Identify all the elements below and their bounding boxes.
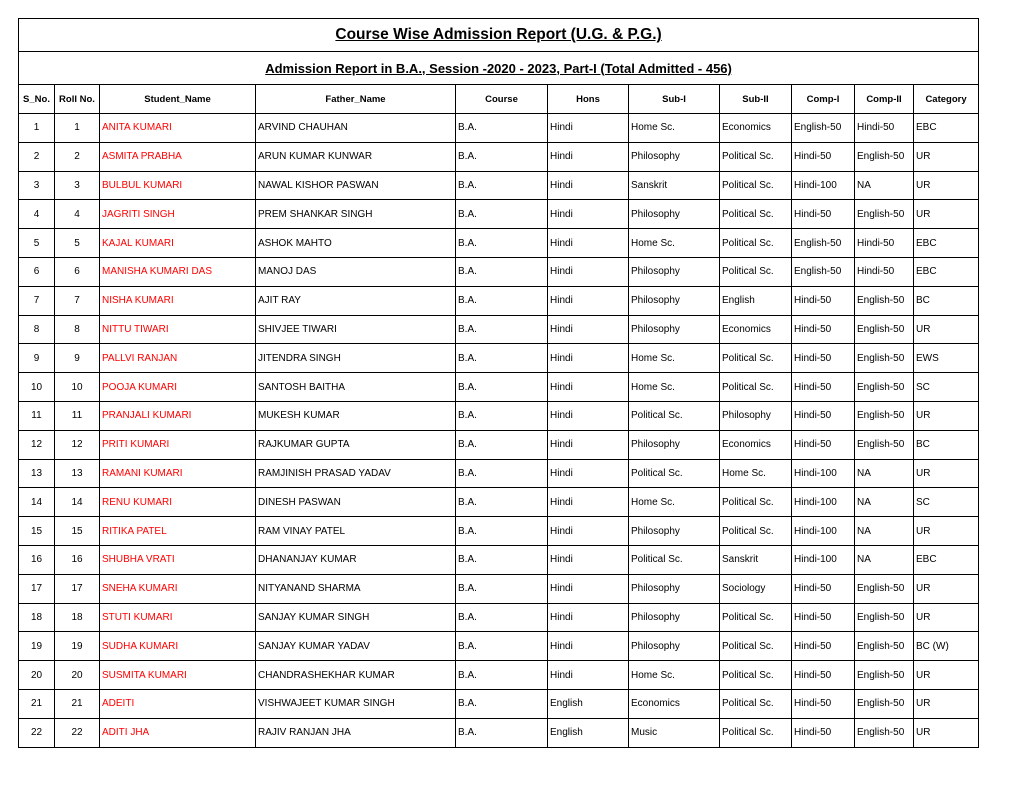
cell-comp-ii: English-50 [855,200,914,229]
cell-sub-i: Political Sc. [629,459,720,488]
cell-sub-ii: Economics [720,315,792,344]
cell-father-name: SANJAY KUMAR YADAV [256,632,456,661]
cell-hons: Hindi [548,114,629,143]
cell-s-no: 17 [19,574,55,603]
cell-hons: Hindi [548,315,629,344]
cell-hons: Hindi [548,545,629,574]
cell-category: UR [914,574,979,603]
cell-category: EBC [914,257,979,286]
cell-father-name: SANJAY KUMAR SINGH [256,603,456,632]
cell-sub-i: Philosophy [629,315,720,344]
cell-category: SC [914,373,979,402]
cell-comp-i: Hindi-50 [792,142,855,171]
cell-sub-ii: Home Sc. [720,459,792,488]
cell-s-no: 15 [19,517,55,546]
cell-category: UR [914,689,979,718]
cell-s-no: 4 [19,200,55,229]
cell-course: B.A. [456,603,548,632]
cell-sub-ii: Sanskrit [720,545,792,574]
cell-course: B.A. [456,574,548,603]
cell-course: B.A. [456,373,548,402]
header-sub-ii: Sub-II [720,85,792,114]
cell-student-name: RAMANI KUMARI [100,459,256,488]
cell-category: BC (W) [914,632,979,661]
cell-roll-no: 19 [55,632,100,661]
cell-s-no: 14 [19,488,55,517]
cell-roll-no: 21 [55,689,100,718]
cell-student-name: JAGRITI SINGH [100,200,256,229]
table-row [19,171,979,200]
cell-roll-no: 17 [55,574,100,603]
cell-course: B.A. [456,257,548,286]
cell-comp-i: Hindi-50 [792,430,855,459]
cell-sub-i: Political Sc. [629,401,720,430]
cell-sub-ii: Economics [720,114,792,143]
cell-comp-ii: English-50 [855,373,914,402]
cell-student-name: SNEHA KUMARI [100,574,256,603]
cell-student-name: PALLVI RANJAN [100,344,256,373]
cell-course: B.A. [456,401,548,430]
cell-student-name: ANITA KUMARI [100,114,256,143]
cell-s-no: 1 [19,114,55,143]
table-row [19,545,979,574]
cell-comp-ii: English-50 [855,142,914,171]
cell-roll-no: 12 [55,430,100,459]
cell-roll-no: 7 [55,286,100,315]
cell-comp-ii: English-50 [855,430,914,459]
cell-s-no: 12 [19,430,55,459]
cell-father-name: JITENDRA SINGH [256,344,456,373]
cell-course: B.A. [456,344,548,373]
cell-s-no: 2 [19,142,55,171]
title-row [19,19,979,52]
cell-course: B.A. [456,430,548,459]
header-course: Course [456,85,548,114]
cell-comp-i: Hindi-50 [792,286,855,315]
cell-student-name: SUSMITA KUMARI [100,661,256,690]
cell-sub-i: Philosophy [629,430,720,459]
column-header-row [19,85,979,114]
cell-category: EBC [914,545,979,574]
cell-hons: Hindi [548,401,629,430]
cell-sub-ii: Political Sc. [720,171,792,200]
cell-father-name: AJIT RAY [256,286,456,315]
table-row [19,200,979,229]
cell-category: UR [914,661,979,690]
table-row [19,718,979,747]
cell-roll-no: 2 [55,142,100,171]
cell-comp-i: English-50 [792,114,855,143]
cell-roll-no: 5 [55,229,100,258]
cell-student-name: KAJAL KUMARI [100,229,256,258]
cell-category: UR [914,315,979,344]
table-row [19,344,979,373]
cell-category: EWS [914,344,979,373]
cell-sub-ii: Political Sc. [720,718,792,747]
cell-student-name: RENU KUMARI [100,488,256,517]
cell-hons: Hindi [548,373,629,402]
cell-student-name: SHUBHA VRATI [100,545,256,574]
cell-category: UR [914,171,979,200]
cell-sub-i: Philosophy [629,257,720,286]
cell-sub-i: Home Sc. [629,229,720,258]
cell-hons: Hindi [548,574,629,603]
cell-father-name: ASHOK MAHTO [256,229,456,258]
report-subtitle: Admission Report in B.A., Session -2020 - 2023, Part-I (Total Admitted - 456) [19,52,979,85]
cell-comp-i: Hindi-50 [792,344,855,373]
cell-hons: Hindi [548,257,629,286]
report-title: Course Wise Admission Report (U.G. & P.G.) [19,19,979,52]
cell-comp-ii: English-50 [855,603,914,632]
cell-sub-i: Home Sc. [629,114,720,143]
cell-s-no: 8 [19,315,55,344]
cell-comp-i: Hindi-50 [792,200,855,229]
cell-roll-no: 11 [55,401,100,430]
cell-sub-ii: Political Sc. [720,200,792,229]
report-body [19,114,979,748]
cell-course: B.A. [456,545,548,574]
cell-roll-no: 4 [55,200,100,229]
cell-father-name: NAWAL KISHOR PASWAN [256,171,456,200]
cell-course: B.A. [456,459,548,488]
table-row [19,286,979,315]
cell-comp-ii: English-50 [855,401,914,430]
table-row [19,632,979,661]
cell-student-name: ADEITI [100,689,256,718]
cell-comp-ii: English-50 [855,574,914,603]
cell-sub-i: Home Sc. [629,488,720,517]
table-row [19,315,979,344]
cell-course: B.A. [456,229,548,258]
cell-student-name: POOJA KUMARI [100,373,256,402]
cell-comp-ii: English-50 [855,661,914,690]
cell-course: B.A. [456,171,548,200]
cell-hons: Hindi [548,632,629,661]
cell-hons: Hindi [548,603,629,632]
cell-sub-i: Economics [629,689,720,718]
cell-s-no: 6 [19,257,55,286]
cell-comp-i: Hindi-50 [792,373,855,402]
cell-course: B.A. [456,114,548,143]
cell-course: B.A. [456,142,548,171]
cell-hons: Hindi [548,488,629,517]
cell-s-no: 11 [19,401,55,430]
header-s-no: S_No. [19,85,55,114]
cell-hons: Hindi [548,200,629,229]
cell-comp-i: Hindi-50 [792,632,855,661]
cell-hons: Hindi [548,661,629,690]
cell-comp-i: English-50 [792,257,855,286]
cell-sub-ii: Sociology [720,574,792,603]
cell-comp-ii: NA [855,517,914,546]
table-row [19,574,979,603]
cell-father-name: RAJIV RANJAN JHA [256,718,456,747]
table-row [19,689,979,718]
cell-s-no: 19 [19,632,55,661]
cell-sub-i: Philosophy [629,286,720,315]
cell-sub-i: Home Sc. [629,661,720,690]
table-row [19,488,979,517]
cell-sub-i: Political Sc. [629,545,720,574]
header-comp-ii: Comp-II [855,85,914,114]
cell-student-name: ADITI JHA [100,718,256,747]
cell-sub-i: Home Sc. [629,373,720,402]
cell-comp-i: Hindi-100 [792,171,855,200]
cell-s-no: 13 [19,459,55,488]
cell-father-name: MUKESH KUMAR [256,401,456,430]
cell-comp-i: Hindi-50 [792,401,855,430]
cell-roll-no: 22 [55,718,100,747]
cell-s-no: 3 [19,171,55,200]
admission-report-table [18,18,979,748]
cell-course: B.A. [456,315,548,344]
header-sub-i: Sub-I [629,85,720,114]
table-row [19,661,979,690]
cell-father-name: SHIVJEE TIWARI [256,315,456,344]
cell-roll-no: 20 [55,661,100,690]
cell-comp-i: Hindi-100 [792,488,855,517]
cell-student-name: PRITI KUMARI [100,430,256,459]
table-row [19,114,979,143]
cell-sub-i: Sanskrit [629,171,720,200]
cell-comp-i: Hindi-100 [792,459,855,488]
cell-comp-i: Hindi-50 [792,718,855,747]
cell-hons: Hindi [548,344,629,373]
cell-roll-no: 14 [55,488,100,517]
cell-s-no: 20 [19,661,55,690]
cell-comp-ii: Hindi-50 [855,229,914,258]
cell-sub-ii: Political Sc. [720,257,792,286]
table-row [19,517,979,546]
cell-sub-ii: English [720,286,792,315]
cell-comp-i: Hindi-100 [792,517,855,546]
cell-comp-ii: English-50 [855,315,914,344]
cell-hons: Hindi [548,430,629,459]
cell-sub-ii: Political Sc. [720,632,792,661]
cell-category: EBC [914,229,979,258]
cell-student-name: ASMITA PRABHA [100,142,256,171]
cell-hons: Hindi [548,229,629,258]
cell-father-name: VISHWAJEET KUMAR SINGH [256,689,456,718]
cell-comp-ii: NA [855,459,914,488]
cell-father-name: RAM VINAY PATEL [256,517,456,546]
cell-father-name: CHANDRASHEKHAR KUMAR [256,661,456,690]
cell-comp-ii: NA [855,545,914,574]
cell-father-name: NITYANAND SHARMA [256,574,456,603]
cell-course: B.A. [456,488,548,517]
cell-roll-no: 8 [55,315,100,344]
cell-category: UR [914,142,979,171]
cell-comp-i: Hindi-100 [792,545,855,574]
cell-roll-no: 10 [55,373,100,402]
cell-sub-i: Philosophy [629,632,720,661]
cell-comp-ii: English-50 [855,632,914,661]
cell-category: UR [914,401,979,430]
cell-category: UR [914,718,979,747]
cell-category: BC [914,286,979,315]
cell-category: EBC [914,114,979,143]
cell-comp-ii: English-50 [855,344,914,373]
cell-father-name: RAJKUMAR GUPTA [256,430,456,459]
cell-father-name: MANOJ DAS [256,257,456,286]
cell-hons: Hindi [548,517,629,546]
cell-sub-ii: Philosophy [720,401,792,430]
cell-student-name: BULBUL KUMARI [100,171,256,200]
cell-sub-i: Home Sc. [629,344,720,373]
header-father-name: Father_Name [256,85,456,114]
cell-sub-ii: Political Sc. [720,373,792,402]
cell-sub-i: Philosophy [629,574,720,603]
cell-category: UR [914,200,979,229]
table-row [19,257,979,286]
cell-father-name: ARUN KUMAR KUNWAR [256,142,456,171]
cell-course: B.A. [456,286,548,315]
cell-sub-i: Philosophy [629,517,720,546]
table-row [19,142,979,171]
cell-student-name: RITIKA PATEL [100,517,256,546]
cell-hons: Hindi [548,459,629,488]
cell-hons: Hindi [548,142,629,171]
cell-father-name: DINESH PASWAN [256,488,456,517]
cell-sub-ii: Political Sc. [720,488,792,517]
cell-course: B.A. [456,517,548,546]
cell-course: B.A. [456,689,548,718]
cell-comp-i: Hindi-50 [792,603,855,632]
cell-comp-ii: English-50 [855,286,914,315]
cell-father-name: SANTOSH BAITHA [256,373,456,402]
cell-comp-i: Hindi-50 [792,574,855,603]
cell-roll-no: 15 [55,517,100,546]
cell-student-name: STUTI KUMARI [100,603,256,632]
cell-category: UR [914,603,979,632]
cell-s-no: 18 [19,603,55,632]
cell-sub-ii: Political Sc. [720,517,792,546]
cell-comp-ii: Hindi-50 [855,257,914,286]
cell-category: UR [914,517,979,546]
cell-father-name: RAMJINISH PRASAD YADAV [256,459,456,488]
cell-sub-ii: Economics [720,430,792,459]
cell-comp-i: English-50 [792,229,855,258]
cell-sub-ii: Political Sc. [720,142,792,171]
cell-father-name: DHANANJAY KUMAR [256,545,456,574]
cell-sub-i: Philosophy [629,142,720,171]
header-roll-no: Roll No. [55,85,100,114]
table-row [19,373,979,402]
cell-student-name: MANISHA KUMARI DAS [100,257,256,286]
cell-s-no: 5 [19,229,55,258]
cell-roll-no: 6 [55,257,100,286]
cell-s-no: 7 [19,286,55,315]
header-category: Category [914,85,979,114]
cell-sub-ii: Political Sc. [720,344,792,373]
table-row [19,401,979,430]
cell-s-no: 22 [19,718,55,747]
cell-student-name: PRANJALI KUMARI [100,401,256,430]
cell-sub-i: Philosophy [629,603,720,632]
table-row [19,603,979,632]
cell-comp-i: Hindi-50 [792,661,855,690]
cell-hons: Hindi [548,171,629,200]
subtitle-row [19,52,979,85]
table-row [19,459,979,488]
cell-roll-no: 16 [55,545,100,574]
cell-s-no: 21 [19,689,55,718]
cell-sub-i: Philosophy [629,200,720,229]
cell-comp-ii: English-50 [855,718,914,747]
cell-course: B.A. [456,718,548,747]
cell-hons: English [548,689,629,718]
cell-roll-no: 13 [55,459,100,488]
header-student-name: Student_Name [100,85,256,114]
cell-hons: Hindi [548,286,629,315]
cell-category: UR [914,459,979,488]
cell-sub-ii: Political Sc. [720,689,792,718]
cell-roll-no: 3 [55,171,100,200]
cell-sub-ii: Political Sc. [720,603,792,632]
cell-course: B.A. [456,632,548,661]
table-row [19,229,979,258]
cell-comp-i: Hindi-50 [792,315,855,344]
cell-comp-ii: NA [855,171,914,200]
cell-father-name: PREM SHANKAR SINGH [256,200,456,229]
header-comp-i: Comp-I [792,85,855,114]
cell-roll-no: 9 [55,344,100,373]
cell-father-name: ARVIND CHAUHAN [256,114,456,143]
cell-s-no: 16 [19,545,55,574]
cell-sub-i: Music [629,718,720,747]
cell-roll-no: 18 [55,603,100,632]
cell-course: B.A. [456,661,548,690]
cell-sub-ii: Political Sc. [720,229,792,258]
cell-s-no: 9 [19,344,55,373]
cell-comp-ii: NA [855,488,914,517]
table-row [19,430,979,459]
cell-hons: English [548,718,629,747]
cell-student-name: NITTU TIWARI [100,315,256,344]
cell-s-no: 10 [19,373,55,402]
cell-student-name: NISHA KUMARI [100,286,256,315]
cell-course: B.A. [456,200,548,229]
cell-roll-no: 1 [55,114,100,143]
header-hons: Hons [548,85,629,114]
cell-sub-ii: Political Sc. [720,661,792,690]
cell-category: BC [914,430,979,459]
cell-comp-ii: English-50 [855,689,914,718]
cell-student-name: SUDHA KUMARI [100,632,256,661]
cell-category: SC [914,488,979,517]
cell-comp-ii: Hindi-50 [855,114,914,143]
cell-comp-i: Hindi-50 [792,689,855,718]
